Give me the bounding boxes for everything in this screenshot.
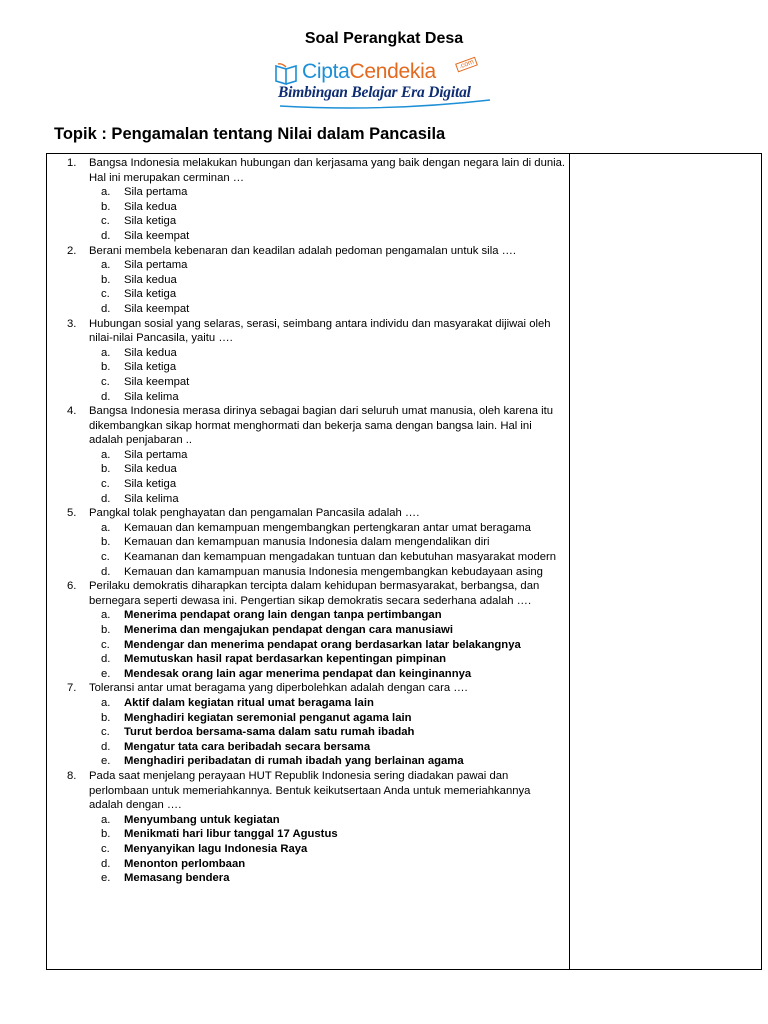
option-letter: b. <box>101 200 111 213</box>
option-item <box>89 535 567 550</box>
option-letter: c. <box>101 842 110 855</box>
option-letter: d. <box>101 740 111 753</box>
option-item <box>89 185 567 200</box>
option-item <box>89 462 567 477</box>
option-item <box>89 492 567 507</box>
option-list <box>89 448 567 506</box>
option-letter: a. <box>101 696 111 709</box>
question-text: Bangsa Indonesia merasa dirinya sebagai bagian dari seluruh umat manusia, oleh karena itu dikembangkan sikap hormat menghormati dan bekerja sama dengan bangsa lain. Hal ini adalah penjabaran .. <box>89 405 554 447</box>
option-letter: a. <box>101 521 111 534</box>
option-letter: a. <box>101 813 111 826</box>
option-item <box>89 287 567 302</box>
option-item <box>89 390 567 405</box>
option-item <box>89 638 567 653</box>
question-text: Pangkal tolak penghayatan dan pengamalan Pancasila adalah …. <box>89 507 420 520</box>
option-letter: b. <box>101 463 111 476</box>
option-text: Sila pertama <box>124 448 188 461</box>
option-letter: b. <box>101 273 111 286</box>
logo-swoosh <box>274 96 496 110</box>
option-text: Menikmati hari libur tanggal 17 Agustus <box>124 828 338 841</box>
option-item <box>89 214 567 229</box>
option-item <box>89 448 567 463</box>
option-letter: b. <box>101 536 111 549</box>
question-text: Perilaku demokratis diharapkan tercipta dalam kehidupan bermasyarakat, berbangsa, dan bernegara seperti dewasa ini. Pengertian sikap demokratis secara sederhana adalah …. <box>89 580 540 607</box>
option-letter: e. <box>101 667 111 680</box>
option-letter: c. <box>101 215 110 228</box>
option-item <box>89 711 567 726</box>
option-item <box>89 550 567 565</box>
question-text: Berani membela kebenaran dan keadilan adalah pedoman pengamalan untuk sila …. <box>89 244 517 257</box>
option-item <box>89 813 567 828</box>
option-letter: c. <box>101 726 110 739</box>
option-letter: d. <box>101 302 111 315</box>
question-item <box>47 769 567 886</box>
option-text: Sila ketiga <box>124 215 177 228</box>
option-text: Menghadiri peribadatan di rumah ibadah yang berlainan agama <box>124 755 464 768</box>
option-item <box>89 360 567 375</box>
option-text: Turut berdoa bersama-sama dalam satu rumah ibadah <box>124 726 415 739</box>
option-text: Sila keempat <box>124 375 190 388</box>
option-letter: e. <box>101 755 111 768</box>
question-table <box>46 153 762 970</box>
option-item <box>89 623 567 638</box>
option-text: Mendengar dan menerima pendapat orang berdasarkan latar belakangnya <box>124 638 521 651</box>
logo-tagline: Bimbingan Belajar Era Digital <box>278 84 471 101</box>
question-number: 1. <box>67 157 77 169</box>
option-list <box>89 608 567 681</box>
question-number: 6. <box>67 580 77 593</box>
option-letter: e. <box>101 872 111 885</box>
question-number: 4. <box>67 405 77 418</box>
option-letter: b. <box>101 828 111 841</box>
option-item <box>89 696 567 711</box>
option-item <box>89 608 567 623</box>
question-number: 5. <box>67 507 77 520</box>
option-letter: c. <box>101 288 110 301</box>
option-letter: a. <box>101 448 111 461</box>
question-item <box>47 317 567 405</box>
option-item <box>89 521 567 536</box>
option-item <box>89 200 567 215</box>
option-text: Menerima pendapat orang lain dengan tanpa pertimbangan <box>124 609 442 622</box>
option-text: Sila kelima <box>124 492 179 505</box>
option-item <box>89 258 567 273</box>
question-number: 3. <box>67 317 77 330</box>
option-list <box>89 185 567 243</box>
option-text: Kemauan dan kemampuan manusia Indonesia dalam mengendalikan diri <box>124 536 490 549</box>
option-letter: a. <box>101 609 111 622</box>
option-item <box>89 477 567 492</box>
option-list <box>89 813 567 886</box>
question-item <box>47 506 567 579</box>
option-letter: c. <box>101 375 110 388</box>
option-letter: d. <box>101 565 111 578</box>
option-list <box>89 696 567 769</box>
question-item <box>47 244 567 317</box>
option-letter: d. <box>101 390 111 403</box>
option-text: Sila kedua <box>124 463 177 476</box>
option-text: Kemauan dan kemampuan mengembangkan pertengkaran antar umat beragama <box>124 521 531 534</box>
option-text: Menghadiri kegiatan seremonial penganut agama lain <box>124 711 412 724</box>
question-number: 7. <box>67 682 77 695</box>
option-text: Sila pertama <box>124 186 188 199</box>
option-item <box>89 302 567 317</box>
question-item <box>47 156 567 244</box>
option-letter: c. <box>101 638 110 651</box>
option-list <box>89 258 567 316</box>
question-item <box>47 579 567 681</box>
option-text: Menerima dan mengajukan pendapat dengan cara manusiawi <box>124 624 453 636</box>
option-letter: d. <box>101 653 111 666</box>
option-text: Memasang bendera <box>124 872 230 885</box>
option-list <box>89 346 567 404</box>
option-item <box>89 652 567 667</box>
option-text: Menyumbang untuk kegiatan <box>124 813 280 826</box>
option-letter: b. <box>101 361 111 374</box>
option-item <box>89 375 567 390</box>
option-item <box>89 842 567 857</box>
option-text: Sila keempat <box>124 229 190 242</box>
option-item <box>89 565 567 580</box>
option-text: Sila kedua <box>124 346 177 359</box>
option-text: Mengatur tata cara beribadah secara bersama <box>124 740 371 753</box>
question-list <box>47 156 567 886</box>
option-letter: b. <box>101 624 111 636</box>
option-item <box>89 740 567 755</box>
question-text: Pada saat menjelang perayaan HUT Republik Indonesia sering diadakan pawai dan perlombaan untuk memeriahkannya. Bentuk keikutsertaan Anda untuk memeriahkannya adalah dengan …. <box>89 769 531 812</box>
option-item <box>89 725 567 740</box>
option-letter: a. <box>101 346 111 359</box>
option-item <box>89 667 567 682</box>
option-letter: d. <box>101 857 111 870</box>
option-text: Menonton perlombaan <box>124 857 246 870</box>
ciptacendekia-logo <box>274 58 496 112</box>
question-text: Hubungan sosial yang selaras, serasi, seimbang antara individu dan masyarakat dijiwai oleh nilai-nilai Pancasila, yaitu …. <box>89 317 551 345</box>
question-number: 8. <box>67 769 77 782</box>
option-text: Menyanyikan lagu Indonesia Raya <box>124 842 308 855</box>
option-letter: d. <box>101 229 111 242</box>
option-text: Aktif dalam kegiatan ritual umat beragama lain <box>124 696 374 709</box>
option-text: Kemauan dan kamampuan manusia Indonesia mengembangkan kebudayaan asing <box>124 565 543 578</box>
option-text: Sila ketiga <box>124 361 177 374</box>
question-item <box>47 681 567 769</box>
option-letter: b. <box>101 711 111 724</box>
logo-brand-text: CiptaCendekia <box>302 60 436 83</box>
option-text: Keamanan dan kemampuan mengadakan tuntuan dan kebutuhan masyarakat modern <box>124 551 557 564</box>
topic-heading: Topik : Pengamalan tentang Nilai dalam Pancasila <box>54 125 446 143</box>
question-item <box>47 404 567 506</box>
option-text: Sila ketiga <box>124 478 177 491</box>
option-text: Sila kelima <box>124 390 179 403</box>
option-item <box>89 857 567 872</box>
option-item <box>89 754 567 769</box>
option-letter: c. <box>101 551 110 564</box>
option-letter: a. <box>101 186 111 199</box>
question-text: Toleransi antar umat beragama yang diperbolehkan adalah dengan cara …. <box>89 682 468 695</box>
option-text: Memutuskan hasil rapat berdasarkan kepentingan pimpinan <box>124 653 447 666</box>
logo-tld: .com <box>455 57 478 73</box>
option-text: Sila ketiga <box>124 288 177 301</box>
book-icon <box>274 62 300 86</box>
option-letter: d. <box>101 492 111 505</box>
option-text: Sila kedua <box>124 200 177 213</box>
option-letter: c. <box>101 478 110 491</box>
option-list <box>89 521 567 579</box>
column-divider <box>569 154 570 969</box>
option-text: Sila keempat <box>124 302 190 315</box>
option-item <box>89 273 567 288</box>
question-text: Bangsa Indonesia melakukan hubungan dan kerjasama yang baik dengan negara lain di dunia. Hal ini merupakan cerminan … <box>89 157 566 184</box>
option-item <box>89 871 567 886</box>
option-item <box>89 827 567 842</box>
option-text: Mendesak orang lain agar menerima pendapat dan keinginannya <box>124 667 472 680</box>
question-number: 2. <box>67 244 77 257</box>
document-title: Soal Perangkat Desa <box>304 30 464 47</box>
option-text: Sila pertama <box>124 259 188 272</box>
option-item <box>89 346 567 361</box>
option-text: Sila kedua <box>124 273 177 286</box>
option-letter: a. <box>101 259 111 272</box>
option-item <box>89 229 567 244</box>
